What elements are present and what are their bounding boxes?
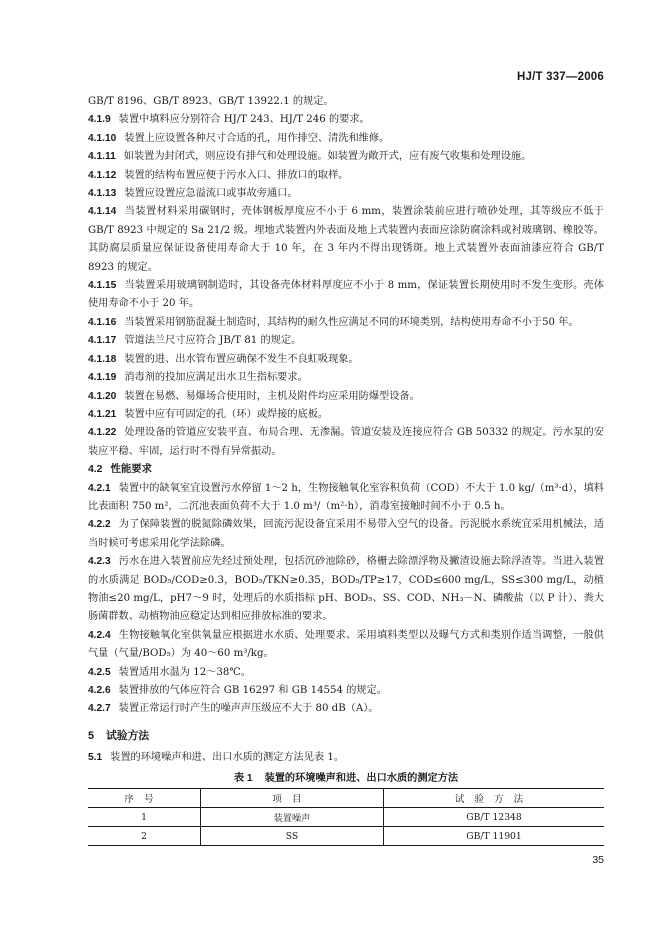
clause-text: 污水在进入装置前应先经过预处理，包括沉砂池除砂，格栅去除漂浮物及撇渣设施去除浮渣等。当进入装置的水质满足 BOD₅/COD≥0.3，BOD₅/TKN≥0.35，BOD₅/TP≥17，COD≤600 mg/L，SS≤300 mg/L，动植物油≤20 mg/L，pH7～9 时，处理后的水质指标 pH、BOD₅、SS、COD、NH₃－N、磷酸盐（以 P 计）、粪大肠菌群数、动植物油应稳定达到相应排放标准的要求。	[88, 556, 604, 623]
clause-paragraph	[88, 516, 604, 553]
clause-text: 为了保障装置的脱氮除磷效果，回流污泥设备宜采用不易带入空气的设备。污泥脱水系统宜采用机械法，适当时候可考虑采用化学法除磷。	[88, 519, 604, 549]
header-item: 项目	[201, 789, 384, 808]
clause-paragraph	[88, 277, 604, 314]
clause-paragraph	[88, 332, 604, 350]
table-number: 表 1	[233, 773, 253, 785]
clause-paragraph	[88, 424, 604, 461]
clause-text: 消毒剂的投加应满足出水卫生指标要求。	[124, 372, 308, 384]
clause-number: 4.1.15	[88, 280, 117, 292]
table-row	[88, 808, 604, 827]
table-cell: 2	[88, 827, 201, 846]
clause-number: 4.2.3	[88, 556, 111, 568]
clause-text: 如装置为封闭式，则应设有排气和处理设施。如装置为敞开式，应有废气收集和处理设施。	[123, 151, 532, 163]
section-number: 5	[88, 729, 95, 742]
section-number: 4.2	[88, 464, 103, 476]
clause-text: 处理设备的管道应安装平直、布局合理、无渗漏。管道安装及连接应符合 GB 50332 的规定。污水泵的安装应平稳、牢固，运行时不得有异常振动。	[88, 427, 604, 457]
clause-paragraph	[88, 480, 604, 517]
table-cell: 装置噪声	[201, 808, 384, 827]
clause-number: 4.1.11	[88, 151, 116, 163]
clause-paragraph	[88, 203, 604, 277]
table-cell: SS	[201, 827, 384, 846]
clause-text: 生物接触氧化室供氧量应根据进水水质、处理要求、采用填料类型以及曝气方式和类别作适当调整，一般供气量（气量/BOD₅）为 40～60 m³/kg。	[88, 629, 604, 660]
clause-paragraph	[88, 369, 604, 387]
clause-paragraph	[88, 167, 604, 185]
clause-text: 装置应设置应急溢流口或事故旁通口。	[124, 188, 298, 200]
clause-number: 4.1.19	[88, 372, 117, 384]
clause-number: 4.1.14	[88, 206, 117, 218]
clause-text: GB/T 8196、GB/T 8923、GB/T 13922.1 的规定。	[88, 96, 334, 107]
clause-paragraph	[88, 700, 604, 718]
clause-number: 4.1.20	[88, 390, 117, 402]
header-seq: 序号	[88, 789, 201, 808]
clause-text: 当装置采用玻璃钢制造时，其设备壳体材料厚度应不小于 8 mm，保证装置长期使用时不发生变形。壳体使用寿命不小于 20 年。	[88, 280, 604, 310]
table-row	[88, 827, 604, 846]
clause-paragraph	[88, 627, 604, 664]
clause-paragraph	[88, 130, 604, 148]
table-header-row	[88, 789, 604, 808]
clause-number: 4.1.21	[88, 408, 117, 420]
clause-text: 装置在易燃、易爆场合使用时，主机及附件均应采用防爆型设备。	[124, 390, 420, 402]
clause-paragraph	[88, 553, 604, 627]
clause-text: 装置的进、出水管布置应确保不发生不良虹吸现象。	[124, 353, 359, 365]
clause-number: 4.1.13	[88, 188, 117, 200]
page-number: 35	[592, 854, 604, 866]
clause-number: 4.1.18	[88, 353, 117, 365]
clause-text: 装置中应有可固定的孔（环）或焊接的底板。	[124, 408, 329, 420]
clause-number: 4.1.9	[88, 114, 111, 126]
clause-number: 4.1.22	[88, 427, 117, 439]
clause-paragraph	[88, 148, 604, 166]
clause-number: 4.2.4	[88, 629, 111, 641]
clause-text: 装置中填料应分别符合 HJ/T 243、HJ/T 246 的要求。	[118, 114, 370, 126]
standard-code-header: HJ/T 337—2006	[517, 71, 604, 83]
clause-number: 4.1.17	[88, 335, 117, 347]
section-4-2-heading	[88, 461, 604, 479]
table-cell: 1	[88, 808, 201, 827]
clause-text: 当装置采用钢筋混凝土制造时，其结构的耐久性应满足不同的环境类别，结构使用寿命不小于50 年。	[124, 316, 579, 328]
clause-number: 5.1	[88, 751, 103, 763]
clause-paragraph	[88, 185, 604, 203]
clause-text: 装置排放的气体应符合 GB 16297 和 GB 14554 的规定。	[118, 685, 387, 696]
clause-number: 4.1.16	[88, 316, 117, 328]
clause-paragraph	[88, 314, 604, 332]
clause-text: 管道法兰尺寸应符合 JB/T 81 的规定。	[124, 335, 302, 347]
table-title: 装置的环境噪声和进、出口水质的测定方法	[264, 773, 459, 785]
clause-paragraph	[88, 111, 604, 129]
section-title: 试验方法	[106, 729, 150, 742]
clause-number: 4.2.5	[88, 666, 111, 678]
clause-text: 装置中的缺氧室宜设置污水停留 1～2 h，生物接触氧化室容积负荷（COD）不大于 1.0 kg/（m³·d），填料比表面积 750 m²，二沉池表面负荷不大于 1.0 m³/（m²·h），消毒室接触时间不小于 0.5 h。	[88, 482, 604, 512]
clause-paragraph	[88, 682, 604, 700]
document-body	[88, 93, 604, 846]
clause-text: 装置的环境噪声和进、出口水质的测定方法见表 1。	[110, 751, 345, 763]
clause-text: 装置正常运行时产生的噪声声压级应不大于 80 dB（A）。	[118, 703, 379, 715]
section-4-2-list	[88, 480, 604, 719]
clause-text: 装置的结构布置应便于污水入口、排放口的取样。	[124, 169, 349, 181]
table-cell: GB/T 11901	[384, 827, 605, 846]
clause-number: 4.2.2	[88, 519, 111, 531]
clause-paragraph	[88, 664, 604, 682]
header-method: 试验方法	[384, 789, 605, 808]
test-method-table	[88, 788, 604, 846]
clause-text: 装置上应设置各种尺寸合适的孔，用作排空、清洗和维修。	[124, 132, 390, 144]
clause-paragraph	[88, 388, 604, 406]
clause-number: 4.2.6	[88, 685, 111, 696]
clause-number: 4.2.1	[88, 482, 111, 494]
clause-number: 4.1.12	[88, 169, 117, 181]
section-title: 性能要求	[110, 464, 153, 476]
section-4-1-list	[88, 93, 604, 461]
paragraph-5-1	[88, 749, 604, 767]
table-cell: GB/T 12348	[384, 808, 605, 827]
clause-text: 当装置材料采用碳钢时，壳体钢板厚度应不小于 6 mm，装置涂装前应进行喷砂处理，其等级应不低于 GB/T 8923 中规定的 Sa 21/2 级。埋地式装置内外表面及地上式装置内表面应涂防腐涂料或衬玻璃钢、橡胶等。其防腐层质量应保证设备使用寿命大于 10 年，在 3 年内不得出现锈斑。地上式装置外表面油漆应符合 GB/T 8923 的规定。	[88, 206, 604, 273]
section-5-heading	[88, 727, 604, 745]
clause-number: 4.1.10	[88, 132, 117, 144]
clause-text: 装置适用水温为 12～38℃。	[118, 666, 251, 678]
clause-paragraph	[88, 351, 604, 369]
clause-paragraph	[88, 406, 604, 424]
clause-number: 4.2.7	[88, 703, 111, 715]
table-caption	[88, 769, 604, 784]
clause-paragraph	[88, 93, 604, 111]
